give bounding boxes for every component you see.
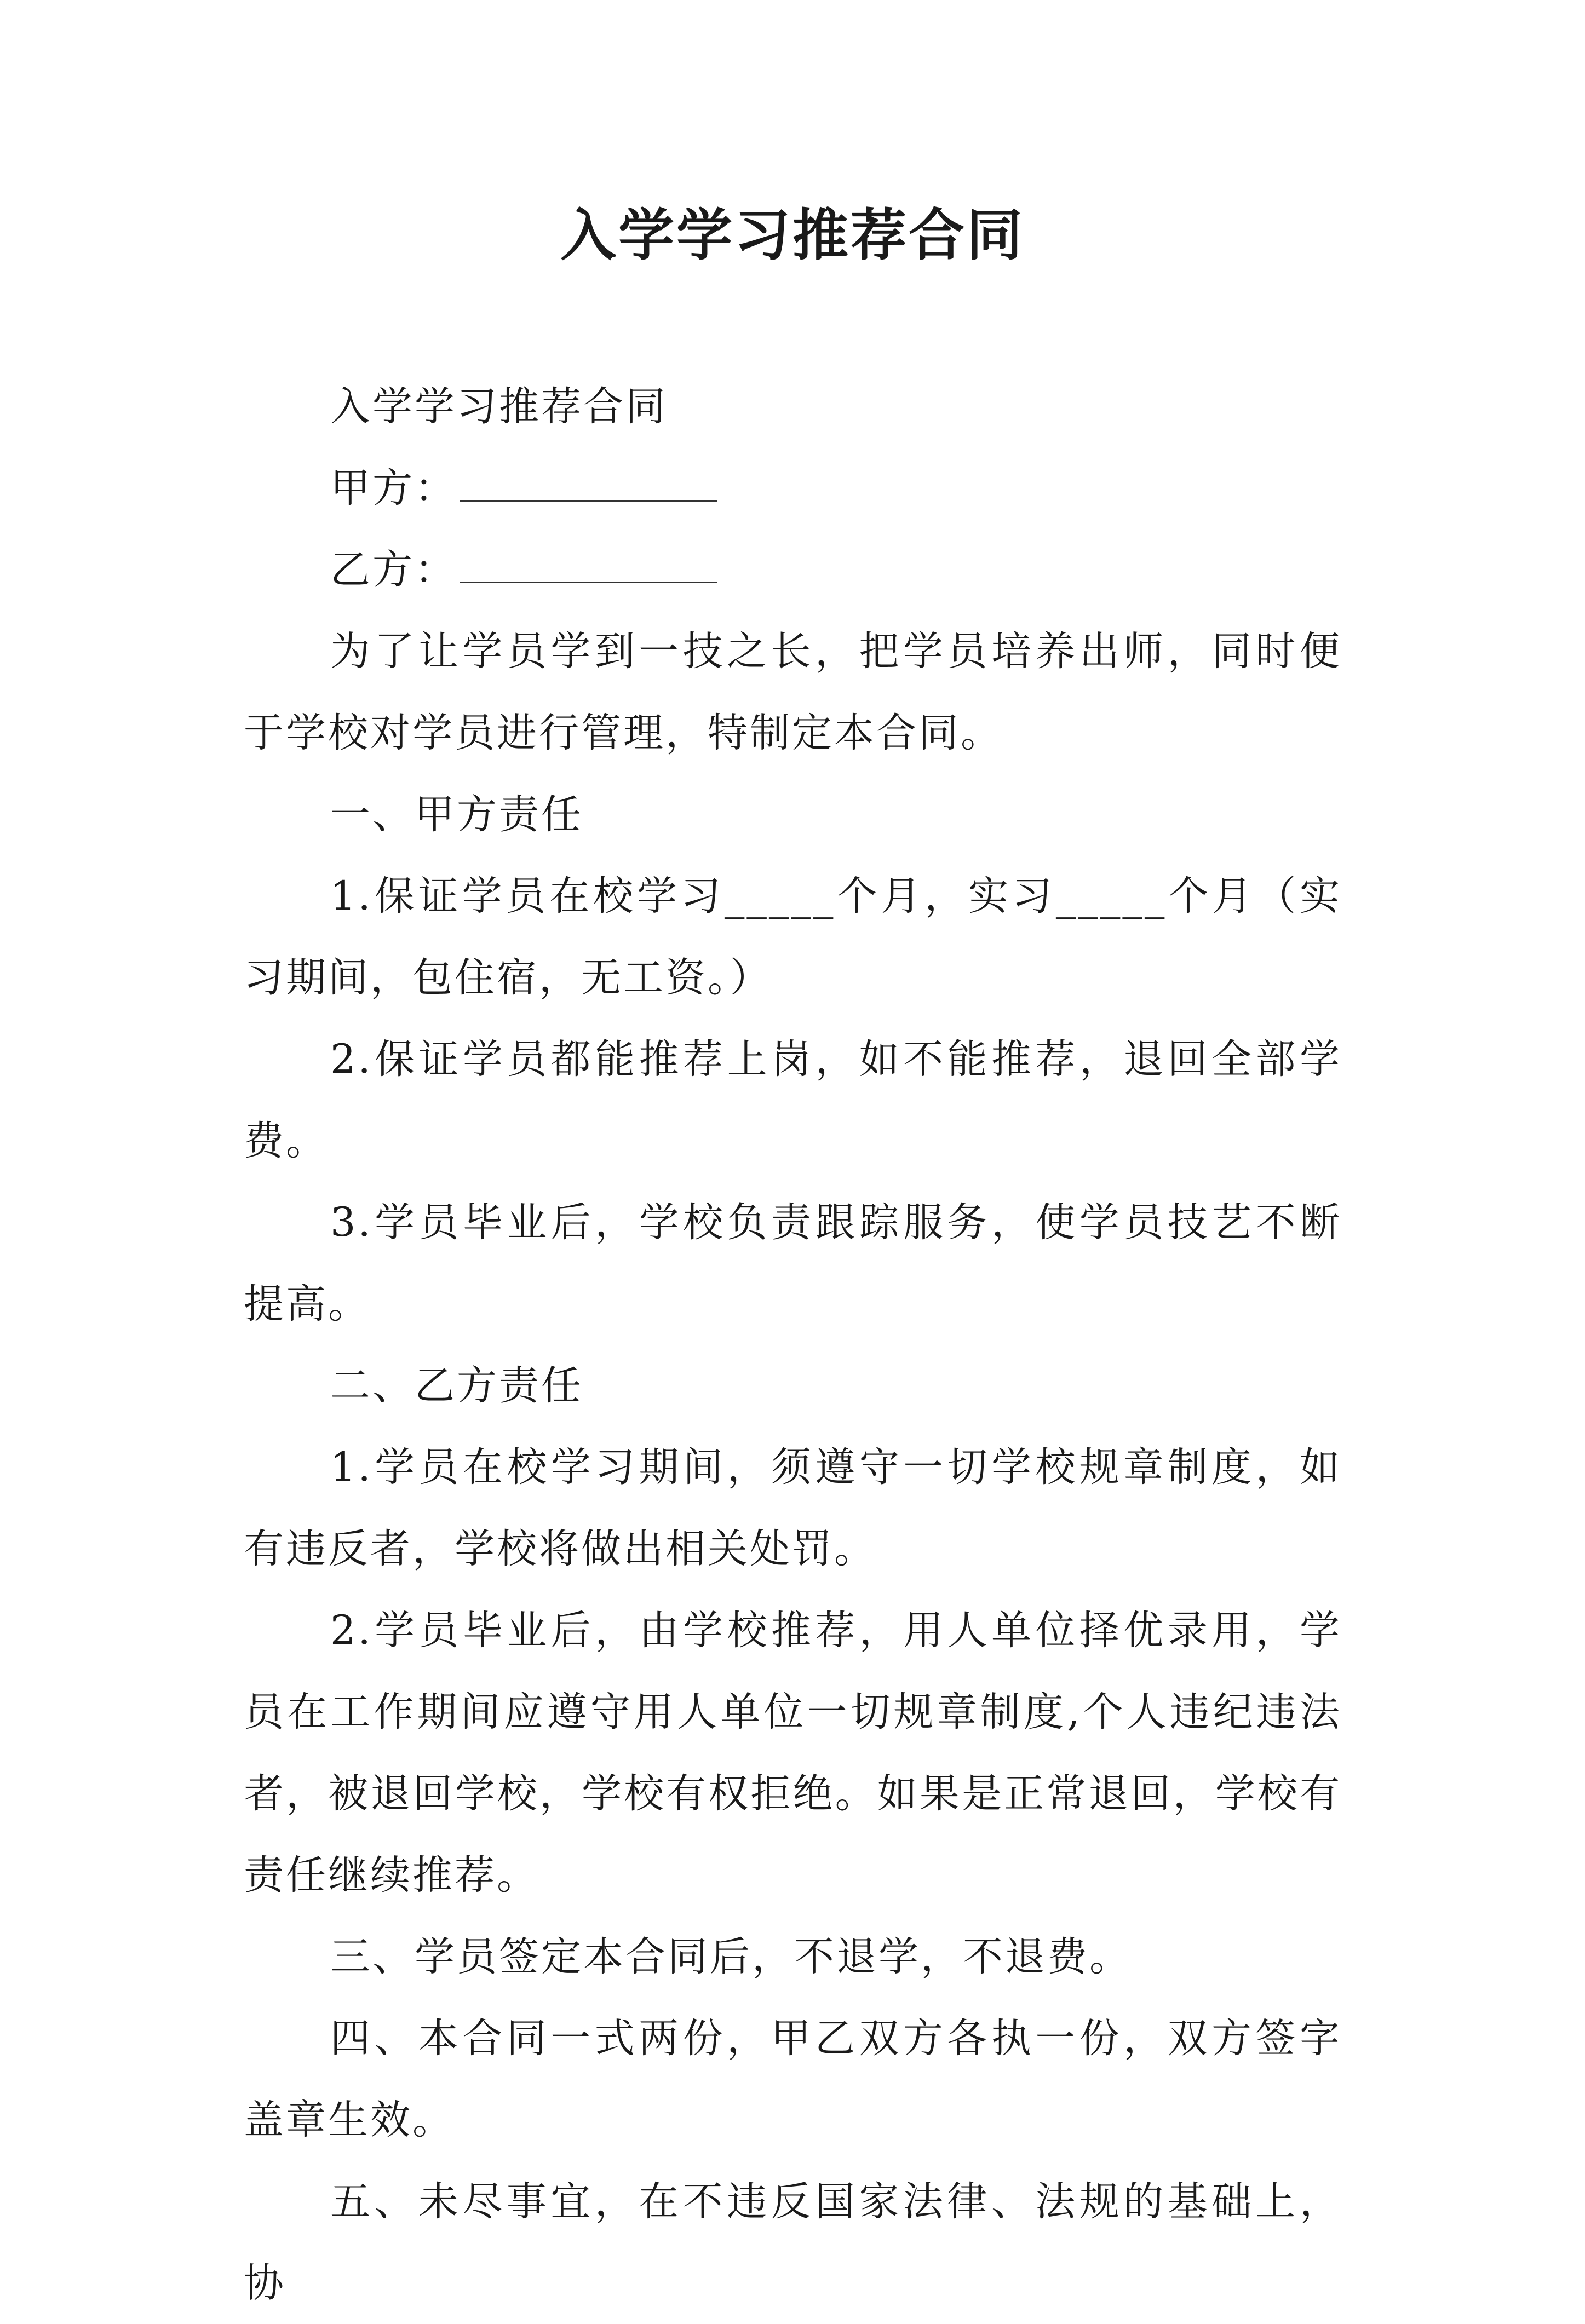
party-a-line: [244, 447, 1342, 529]
section1-item1: 1.保证学员在校学习_____个月，实习_____个月（实习期间，包住宿，无工资。）: [244, 873, 1342, 1001]
document-body: [244, 366, 1342, 2324]
document-subtitle: 入学学习推荐合同: [330, 383, 668, 430]
section2-item1: 1.学员在校学习期间，须遵守一切学校规章制度，如有违反者，学校将做出相关处罚。: [244, 1444, 1342, 1572]
party-b-line: [244, 529, 1342, 611]
section4-paragraph: 四、本合同一式两份，甲乙双方各执一份，双方签字盖章生效。: [244, 2015, 1342, 2143]
document-title: 入学学习推荐合同: [560, 203, 1025, 268]
party-b-label: 乙方：: [330, 547, 457, 593]
section1-item2: 2.保证学员都能推荐上岗，如不能推荐，退回全部学费。: [244, 1036, 1342, 1164]
section2-heading: 二、乙方责任: [330, 1362, 583, 1409]
preamble-paragraph: 为了让学员学到一技之长，把学员培养出师，同时便于学校对学员进行管理，特制定本合同。: [244, 628, 1342, 756]
section1-heading: 一、甲方责任: [330, 791, 583, 838]
section3-paragraph: 三、学员签定本合同后，不退学，不退费。: [330, 1934, 1132, 1980]
section2-item2: 2.学员毕业后，由学校推荐，用人单位择优录用，学员在工作期间应遵守用人单位一切规章制度,个人违纪违法者，被退回学校，学校有权拒绝。如果是正常退回，学校有责任继续推荐。: [244, 1607, 1342, 1899]
party-b-blank: [460, 549, 717, 583]
party-a-blank: [460, 467, 717, 502]
party-a-label: 甲方：: [330, 465, 457, 511]
section1-item3: 3.学员毕业后，学校负责跟踪服务，使学员技艺不断提高。: [244, 1199, 1342, 1327]
section5-paragraph: 五、未尽事宜，在不违反国家法律、法规的基础上，协: [244, 2178, 1342, 2306]
